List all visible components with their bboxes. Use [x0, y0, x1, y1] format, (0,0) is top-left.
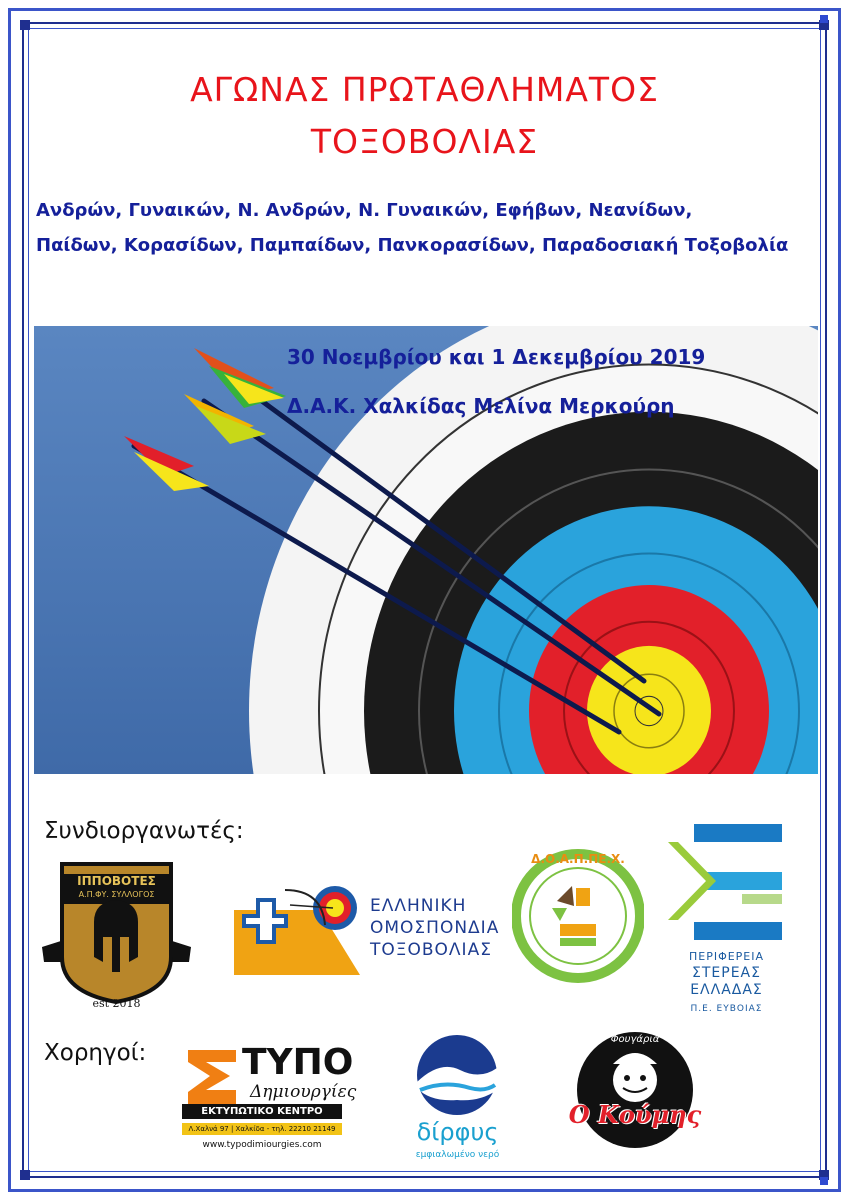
ippovotes-name: ΙΠΠΟΒΟΤΕΣ: [77, 874, 156, 888]
frame-corner: [20, 20, 30, 30]
dirfys-logo: [400, 1030, 515, 1165]
categories-line1: Ανδρών, Γυναικών, Ν. Ανδρών, Ν. Γυναικών, Εφήβων, Νεανίδων,: [36, 200, 693, 221]
ippovotes-logo: [34, 852, 199, 1012]
region-line2: ΣΤΕΡΕΑΣ: [692, 965, 761, 981]
frame-corner-dot: [820, 15, 828, 23]
region-line4: Π.Ε. ΕΥΒΟΙΑΣ: [690, 1004, 763, 1014]
doapex-logo: [512, 846, 644, 986]
typo-script: Δημιουργίες: [250, 1082, 357, 1102]
ippovotes-est: est 2018: [92, 997, 141, 1010]
federation-line1: ΕΛΛΗΝΙΚΗ: [370, 896, 467, 916]
federation-line2: ΟΜΟΣΠΟΝΔΙΑ: [370, 918, 500, 938]
frame-corner-dot: [820, 1177, 828, 1185]
region-line3: ΕΛΛΑΔΑΣ: [690, 982, 763, 998]
region-logo: [664, 822, 789, 1022]
organizers-label: Συνδιοργανωτές:: [44, 818, 244, 844]
federation-line3: ΤΟΞΟΒΟΛΙΑΣ: [370, 940, 492, 960]
poster-title-line1: ΑΓΩΝΑΣ ΠΡΩΤΑΘΛΗΜΑΤΟΣ: [190, 70, 659, 109]
typo-address: Λ.Χαλνά 97 | Χαλκίδα - τηλ. 22210 21149: [182, 1123, 342, 1135]
typo-band: ΕΚΤΥΠΩΤΙΚΟ ΚΕΝΤΡΟ: [182, 1104, 342, 1119]
federation-logo: [230, 880, 500, 980]
dirfys-name: δίρφυς: [416, 1118, 499, 1146]
chef-icon: [613, 1058, 657, 1102]
typo-brand: ΤΥΠΟ: [242, 1042, 354, 1083]
poster-title-line2: ΤΟΞΟΒΟΛΙΑΣ: [310, 122, 539, 161]
koumis-logo: [565, 1028, 705, 1158]
koumis-name: Ο Κούμης: [568, 1100, 702, 1129]
region-line1: ΠΕΡΙΦΕΡΕΙΑ: [688, 950, 765, 963]
categories-line2: Παίδων, Κορασίδων, Παμπαίδων, Πανκορασίδων, Παραδοσιακή Τοξοβολία: [36, 235, 789, 256]
sponsors-label: Χορηγοί:: [44, 1040, 147, 1066]
koumis-arc-text: Φουγάρια: [610, 1034, 660, 1045]
ippovotes-sub: Α.Π.ΦΥ. ΣΥΛΛΟΓΟΣ: [78, 890, 155, 899]
event-date: 30 Νοεμβρίου και 1 Δεκεμβρίου 2019: [287, 345, 706, 369]
typo-web: www.typodimiourgies.com: [202, 1140, 322, 1150]
typo-logo: [182, 1042, 357, 1158]
doapex-arc-text: Δ.Ο.Α.Π.ΠΕ.Χ.: [531, 852, 625, 866]
typo-mark-icon: [188, 1050, 236, 1104]
event-venue: Δ.Α.Κ. Χαλκίδας Μελίνα Μερκούρη: [287, 394, 675, 418]
dirfys-tag: εμφιαλωμένο νερό: [415, 1150, 500, 1160]
frame-corner: [20, 1170, 30, 1180]
